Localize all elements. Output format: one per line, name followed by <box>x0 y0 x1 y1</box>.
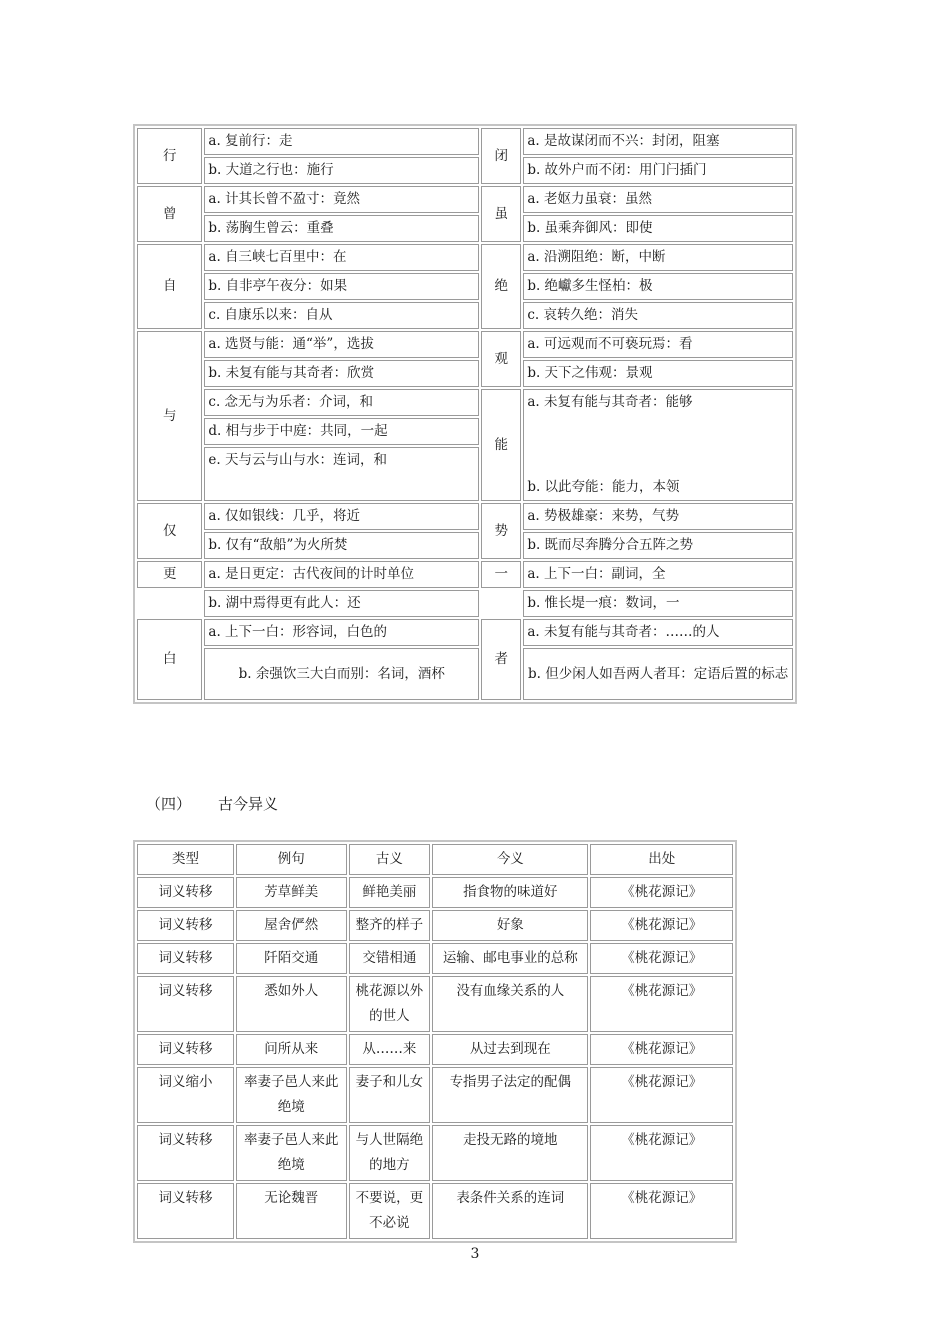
page-number: 3 <box>470 1246 480 1262</box>
meaning-cell: a. 上下一白：形容词，白色的 <box>204 619 479 646</box>
meaning-cell: a. 是故谋闭而不兴：封闭，阻塞 <box>523 128 793 155</box>
meaning-cell: b. 湖中焉得更有此人：还 <box>204 590 479 617</box>
table-row <box>137 1034 733 1065</box>
table-row <box>137 1125 733 1181</box>
meaning-cell: d. 相与步于中庭：共同，一起 <box>204 418 479 445</box>
type-cell: 词义转移 <box>137 943 234 974</box>
ancient-meaning-cell: 整齐的样子 <box>349 910 431 941</box>
example-cell: 悉如外人 <box>236 976 347 1032</box>
modern-meaning-cell: 指食物的味道好 <box>432 877 588 908</box>
type-cell: 词义转移 <box>137 1125 234 1181</box>
header-cell: 今义 <box>432 844 588 875</box>
table-row <box>137 943 733 974</box>
word-cell: 仅 <box>137 503 202 559</box>
example-cell: 屋舍俨然 <box>236 910 347 941</box>
meaning-cell: a. 沿溯阻绝：断，中断 <box>523 244 793 271</box>
word-cell: 曾 <box>137 186 202 242</box>
word-cell: 虽 <box>481 186 521 242</box>
example-cell: 率妻子邑人来此绝境 <box>236 1125 347 1181</box>
example-cell: 率妻子邑人来此绝境 <box>236 1067 347 1123</box>
modern-meaning-cell: 没有血缘关系的人 <box>432 976 588 1032</box>
word-cell: 闭 <box>481 128 521 184</box>
source-cell: 《桃花源记》 <box>590 943 733 974</box>
table-row <box>137 1183 733 1239</box>
example-cell: 问所从来 <box>236 1034 347 1065</box>
empty-cell <box>137 590 202 617</box>
header-cell: 例句 <box>236 844 347 875</box>
meaning-cell: b. 绝巘多生怪柏：极 <box>523 273 793 300</box>
meaning-cell: c. 念无与为乐者：介词，和 <box>204 389 479 416</box>
meaning-a: a. 未复有能与其奇者：能够 <box>527 394 693 410</box>
word-cell: 行 <box>137 128 202 184</box>
ancient-modern-meaning-table <box>133 840 737 1243</box>
header-cell: 古义 <box>349 844 431 875</box>
type-cell: 词义转移 <box>137 910 234 941</box>
meaning-cell: c. 哀转久绝：消失 <box>523 302 793 329</box>
table-row <box>137 976 733 1032</box>
word-cell: 能 <box>481 389 521 501</box>
header-cell: 类型 <box>137 844 234 875</box>
ancient-meaning-cell: 交错相通 <box>349 943 431 974</box>
ancient-meaning-cell: 鲜艳美丽 <box>349 877 431 908</box>
meaning-cell: b. 大道之行也：施行 <box>204 157 479 184</box>
type-cell: 词义转移 <box>137 1183 234 1239</box>
type-cell: 词义转移 <box>137 877 234 908</box>
source-cell: 《桃花源记》 <box>590 877 733 908</box>
meaning-cell: b. 仅有“敌船”为火所焚 <box>204 532 479 559</box>
meaning-cell <box>523 389 793 501</box>
meaning-cell: b. 自非亭午夜分：如果 <box>204 273 479 300</box>
table-row <box>137 877 733 908</box>
meaning-cell: a. 未复有能与其奇者：……的人 <box>523 619 793 646</box>
meaning-cell: a. 势极雄豪：来势，气势 <box>523 503 793 530</box>
meaning-cell: a. 计其长曾不盈寸：竟然 <box>204 186 479 213</box>
word-cell: 绝 <box>481 244 521 329</box>
source-cell: 《桃花源记》 <box>590 976 733 1032</box>
word-cell: 观 <box>481 331 521 387</box>
meaning-cell: b. 天下之伟观：景观 <box>523 360 793 387</box>
modern-meaning-cell: 从过去到现在 <box>432 1034 588 1065</box>
meaning-cell: a. 老妪力虽衰：虽然 <box>523 186 793 213</box>
ancient-meaning-cell: 不要说，更不必说 <box>349 1183 431 1239</box>
meaning-cell: c. 自康乐以来：自从 <box>204 302 479 329</box>
modern-meaning-cell: 走投无路的境地 <box>432 1125 588 1181</box>
example-cell: 无论魏晋 <box>236 1183 347 1239</box>
meaning-b: b. 以此夸能：能力，本领 <box>527 479 680 495</box>
modern-meaning-cell: 专指男子法定的配偶 <box>432 1067 588 1123</box>
meaning-cell: b. 未复有能与其奇者：欣赏 <box>204 360 479 387</box>
meaning-cell: a. 复前行：走 <box>204 128 479 155</box>
table-header-row <box>137 844 733 875</box>
table-row <box>137 910 733 941</box>
meaning-cell: b. 但少闲人如吾两人者耳：定语后置的标志 <box>523 648 793 700</box>
meaning-cell: a. 选贤与能：通“举”，选拔 <box>204 331 479 358</box>
word-cell: 自 <box>137 244 202 329</box>
source-cell: 《桃花源记》 <box>590 910 733 941</box>
section-heading <box>146 793 278 814</box>
section-number: （四） <box>146 795 192 813</box>
word-cell: 白 <box>137 619 202 700</box>
word-cell: 与 <box>137 331 202 501</box>
meaning-cell: b. 既而尽奔腾分合五阵之势 <box>523 532 793 559</box>
modern-meaning-cell: 表条件关系的连词 <box>432 1183 588 1239</box>
meaning-cell: a. 仅如银线：几乎，将近 <box>204 503 479 530</box>
polysemy-table <box>133 124 797 704</box>
empty-cell <box>481 590 521 617</box>
meaning-cell: a. 自三峡七百里中：在 <box>204 244 479 271</box>
ancient-meaning-cell: 桃花源以外的世人 <box>349 976 431 1032</box>
ancient-meaning-cell: 与人世隔绝的地方 <box>349 1125 431 1181</box>
header-cell: 出处 <box>590 844 733 875</box>
source-cell: 《桃花源记》 <box>590 1125 733 1181</box>
word-cell: 一 <box>481 561 521 588</box>
modern-meaning-cell: 好象 <box>432 910 588 941</box>
word-cell: 更 <box>137 561 202 588</box>
source-cell: 《桃花源记》 <box>590 1067 733 1123</box>
word-cell: 者 <box>481 619 521 700</box>
meaning-cell: a. 是日更定：古代夜间的计时单位 <box>204 561 479 588</box>
meaning-cell: b. 荡胸生曾云：重叠 <box>204 215 479 242</box>
example-cell: 阡陌交通 <box>236 943 347 974</box>
meaning-cell: b. 虽乘奔御风：即使 <box>523 215 793 242</box>
table-row <box>137 1067 733 1123</box>
ancient-meaning-cell: 从……来 <box>349 1034 431 1065</box>
type-cell: 词义转移 <box>137 1034 234 1065</box>
meaning-cell: b. 故外户而不闭：用门闩插门 <box>523 157 793 184</box>
type-cell: 词义缩小 <box>137 1067 234 1123</box>
meaning-cell: a. 上下一白：副词，全 <box>523 561 793 588</box>
ancient-meaning-cell: 妻子和儿女 <box>349 1067 431 1123</box>
meaning-cell: b. 惟长堤一痕：数词，一 <box>523 590 793 617</box>
source-cell: 《桃花源记》 <box>590 1183 733 1239</box>
meaning-cell: b. 余强饮三大白而别：名词，酒杯 <box>204 648 479 700</box>
section-title: 古今异义 <box>218 795 279 813</box>
modern-meaning-cell: 运输、邮电事业的总称 <box>432 943 588 974</box>
word-cell: 势 <box>481 503 521 559</box>
type-cell: 词义转移 <box>137 976 234 1032</box>
meaning-cell: e. 天与云与山与水：连词，和 <box>204 447 479 501</box>
example-cell: 芳草鲜美 <box>236 877 347 908</box>
source-cell: 《桃花源记》 <box>590 1034 733 1065</box>
meaning-cell: a. 可远观而不可亵玩焉：看 <box>523 331 793 358</box>
